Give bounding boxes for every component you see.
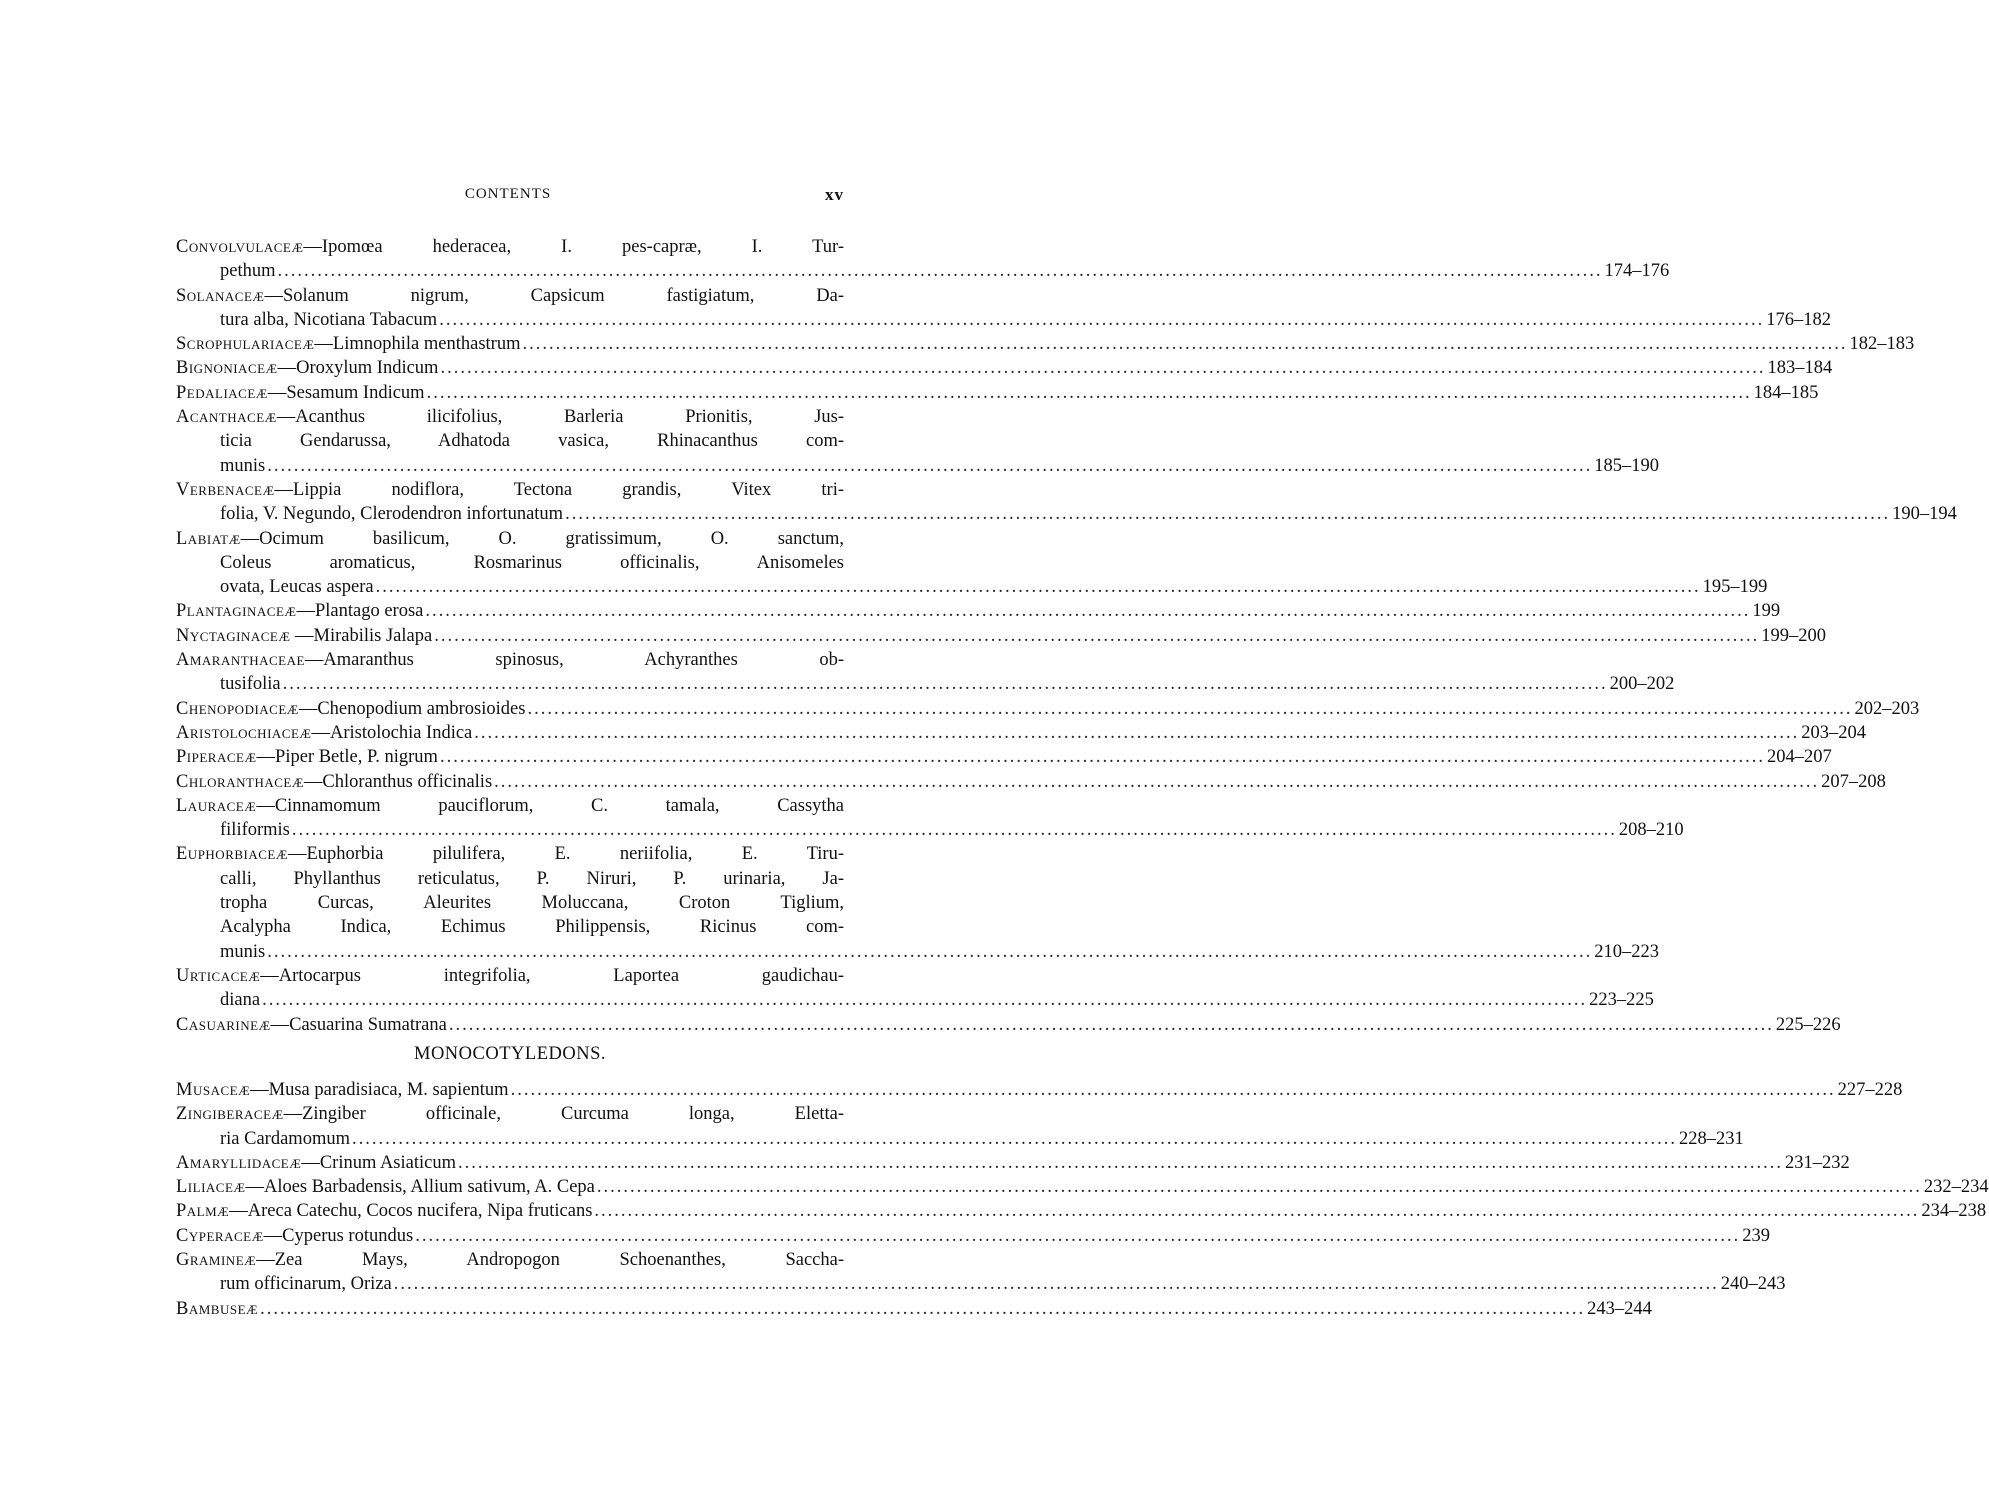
toc-line: [176, 405, 844, 429]
toc-entry: [176, 1151, 1850, 1175]
toc-line: [176, 648, 844, 672]
family-name: Bignoniaceæ: [176, 358, 278, 379]
dot-leader: ........................................................................................................................................................................................................: [351, 1128, 1677, 1149]
running-head: CONTENTS: [464, 186, 552, 202]
family-name: Bambuseæ: [176, 1298, 259, 1319]
toc-entry: [176, 964, 1654, 1013]
species-text: —Cinnamomum pauciflorum, C. tamala, Cassytha: [256, 795, 844, 816]
toc-line-text: [220, 818, 290, 842]
toc-line: [176, 1297, 1652, 1321]
family-name: Convolvulaceæ: [176, 237, 304, 257]
dot-leader: ........................................................................................................................................................................................................: [291, 820, 1617, 841]
toc-line-text: [176, 356, 438, 380]
family-name: Euphorbiaceæ: [176, 844, 288, 865]
family-name: Acanthaceæ: [176, 407, 277, 428]
dot-leader: ........................................................................................................................................................................................................: [565, 504, 1891, 525]
toc-line: [176, 1224, 1770, 1248]
family-name: Cyperaceæ: [176, 1225, 264, 1246]
toc-line: [176, 308, 1831, 332]
family-name: Liliaceæ: [176, 1177, 246, 1198]
dot-leader: ........................................................................................................................................................................................................: [510, 1080, 1836, 1100]
page-range: 232–234: [1923, 1177, 1989, 1198]
species-text: —Areca Catechu, Cocos nucifera, Nipa fruticans: [229, 1201, 593, 1222]
page-range: 182–183: [1849, 334, 1915, 355]
species-text: —Piper Betle, P. nigrum: [256, 747, 438, 768]
toc-line-text: [176, 1199, 592, 1223]
toc-entry: [176, 478, 1957, 527]
page-number: xv: [825, 185, 844, 204]
toc-line: [176, 1013, 1841, 1037]
species-text: —Aristolochia Indica: [311, 722, 473, 743]
family-name: Piperaceæ: [176, 747, 257, 768]
toc-line-text: [176, 1175, 595, 1199]
species-text: —Acanthus ilicifolius, Barleria Prionitis, Jus-: [276, 407, 844, 428]
toc-line-text: [176, 599, 423, 623]
species-text: munis: [220, 455, 266, 476]
page-range: 203–204: [1801, 722, 1867, 743]
toc-line: [176, 891, 844, 915]
species-text: ovata, Leucas aspera: [220, 577, 374, 598]
toc-line-text: [220, 454, 265, 478]
toc-line-text: [176, 770, 492, 794]
toc-line: [176, 672, 1675, 696]
toc-line-text: [220, 940, 265, 964]
toc-line-text: [220, 308, 437, 332]
dot-leader: ........................................................................................................................................................................................................: [527, 698, 1853, 719]
toc-line: [176, 575, 1768, 599]
toc-line-text: [220, 1127, 350, 1151]
species-text: filiformis: [220, 820, 290, 841]
toc-line: [176, 454, 1659, 478]
species-text: —Sesamum Indicum: [267, 382, 425, 403]
species-text: Acalypha Indica, Echimus Philippensis, Ricinus com-: [220, 917, 844, 938]
species-text: tusifolia: [220, 674, 281, 695]
toc-entry: [176, 599, 1781, 623]
toc-entry: [176, 235, 1670, 284]
toc-line: [176, 527, 844, 551]
family-name: Scrophulariaceæ: [176, 334, 315, 355]
family-name: Palmæ: [176, 1201, 230, 1222]
page-range: 199: [1752, 601, 1781, 622]
species-text: rum officinarum, Oriza: [220, 1274, 392, 1295]
family-name: Gramineæ: [176, 1250, 257, 1271]
family-name: Verbenaceæ: [176, 479, 275, 500]
toc-line: [176, 1248, 844, 1272]
species-text: —Euphorbia pilulifera, E. neriifolia, E. Tiru-: [287, 844, 844, 865]
species-text: ria Cardamomum: [220, 1128, 350, 1149]
species-text: Coleus aromaticus, Rosmarinus officinalis, Anisomeles: [220, 552, 844, 573]
dot-leader: ........................................................................................................................................................................................................: [458, 1152, 1783, 1173]
toc-line-text: [220, 259, 276, 283]
toc-line: [176, 356, 1833, 380]
species-text: —Musa paradisiaca, M. sapientum: [250, 1080, 509, 1100]
dot-leader: ........................................................................................................................................................................................................: [393, 1274, 1719, 1295]
toc-line-text: [220, 502, 563, 526]
species-text: tura alba, Nicotiana Tabacum: [220, 309, 438, 330]
dot-leader: ........................................................................................................................................................................................................: [260, 1298, 1586, 1319]
dot-leader: ........................................................................................................................................................................................................: [448, 1014, 1774, 1035]
toc-entry: [176, 284, 1831, 333]
dot-leader: ........................................................................................................................................................................................................: [594, 1201, 1920, 1222]
toc-line: [176, 770, 1886, 794]
page-range: 200–202: [1609, 674, 1675, 695]
page-range: 228–231: [1678, 1128, 1744, 1149]
species-text: —Crinum Asiaticum: [301, 1152, 456, 1173]
family-name: Solanaceæ: [176, 285, 265, 306]
toc-line: [176, 1102, 844, 1126]
toc-entry: [176, 1013, 1841, 1037]
toc-entry: [176, 842, 1659, 963]
dot-leader: ........................................................................................................................................................................................................: [282, 674, 1608, 695]
dicotyledons-toc: [176, 235, 1957, 1037]
family-name: Musaceæ: [176, 1080, 251, 1100]
toc-line: [176, 818, 1684, 842]
species-text: —Lippia nodiflora, Tectona grandis, Vitex tri-: [274, 479, 844, 500]
page-range: 210–223: [1594, 941, 1659, 962]
toc-line: [176, 478, 844, 502]
toc-entry: [176, 1175, 1989, 1199]
species-text: calli, Phyllanthus reticulatus, P. Niruri, P. urinaria, Ja-: [220, 868, 844, 889]
species-text: —Zingiber officinale, Curcuma longa, Eletta-: [283, 1104, 844, 1125]
toc-entry: [176, 648, 1675, 697]
toc-line-text: [176, 1224, 413, 1248]
toc-line: [176, 1199, 1987, 1223]
toc-line: [176, 381, 1819, 405]
species-text: folia, V. Negundo, Clerodendron infortunatum: [220, 504, 564, 525]
page-range: 231–232: [1785, 1152, 1850, 1173]
dot-leader: ........................................................................................................................................................................................................: [267, 941, 1593, 962]
page-range: 243–244: [1587, 1298, 1652, 1319]
toc-entry: [176, 794, 1684, 843]
toc-line: [176, 1151, 1850, 1175]
dot-leader: ........................................................................................................................................................................................................: [375, 577, 1701, 598]
page-range: 176–182: [1766, 309, 1831, 330]
toc-line: [176, 284, 844, 308]
page-range: 184–185: [1753, 382, 1819, 403]
family-name: Amaranthaceae: [176, 650, 305, 671]
page-range: 204–207: [1766, 747, 1832, 768]
toc-line: [176, 502, 1957, 526]
species-text: —Ocimum basilicum, O. gratissimum, O. sanctum,: [240, 528, 844, 549]
species-text: pethum: [220, 261, 276, 282]
page-range: 225–226: [1775, 1014, 1841, 1035]
toc-line: [176, 940, 1659, 964]
species-text: —Mirabilis Jalapa: [290, 625, 433, 646]
dot-leader: ........................................................................................................................................................................................................: [267, 455, 1593, 476]
toc-line-text: [176, 381, 425, 405]
family-name: Casuarineæ: [176, 1014, 271, 1035]
toc-line-text: [176, 624, 432, 648]
toc-line: [176, 235, 844, 259]
toc-entry: [176, 1224, 1770, 1248]
family-name: Zingiberaceæ: [176, 1104, 284, 1125]
dot-leader: ........................................................................................................................................................................................................: [415, 1225, 1741, 1246]
toc-line-text: [220, 672, 281, 696]
section-heading-monocotyledons: MONOCOTYLEDONS.: [414, 1044, 606, 1064]
toc-line: [176, 842, 844, 866]
family-name: Lauraceæ: [176, 795, 257, 816]
page-range: 195–199: [1702, 577, 1768, 598]
family-name: Pedaliaceæ: [176, 382, 268, 403]
toc-line: [176, 697, 1920, 721]
dot-leader: ........................................................................................................................................................................................................: [262, 990, 1588, 1011]
dot-leader: ........................................................................................................................................................................................................: [434, 625, 1760, 646]
toc-line: [176, 867, 844, 891]
species-text: —Aloes Barbadensis, Allium sativum, A. Cepa: [245, 1177, 595, 1198]
toc-entry: [176, 1199, 1987, 1223]
toc-entry: [176, 745, 1832, 769]
species-text: diana: [220, 990, 261, 1011]
toc-line: [176, 1272, 1786, 1296]
species-text: —Cyperus rotundus: [263, 1225, 414, 1246]
toc-line: [176, 745, 1832, 769]
dot-leader: ........................................................................................................................................................................................................: [522, 334, 1848, 355]
page-range: 223–225: [1589, 990, 1654, 1011]
family-name: Aristolochiaceæ: [176, 722, 312, 743]
monocotyledons-toc: [176, 1078, 1989, 1321]
toc-entry: [176, 624, 1826, 648]
dot-leader: ........................................................................................................................................................................................................: [494, 771, 1820, 792]
page-range: 174–176: [1604, 261, 1670, 282]
toc-entry: [176, 770, 1886, 794]
species-text: —Artocarpus integrifolia, Laportea gaudichau-: [260, 965, 844, 986]
species-text: —Plantago erosa: [296, 601, 424, 622]
page-range: 183–184: [1767, 358, 1833, 379]
dot-leader: ........................................................................................................................................................................................................: [277, 261, 1603, 282]
toc-line-text: [220, 988, 260, 1012]
toc-line-text: [176, 745, 438, 769]
toc-line-text: [220, 1272, 392, 1296]
page-range: 199–200: [1761, 625, 1826, 646]
toc-line: [176, 332, 1915, 356]
species-text: —Chenopodium ambrosioides: [298, 698, 526, 719]
toc-line-text: [176, 721, 472, 745]
toc-line: [176, 794, 844, 818]
toc-entry: [176, 381, 1819, 405]
toc-line: [176, 429, 844, 453]
toc-entry: [176, 332, 1915, 356]
toc-entry: [176, 1102, 1744, 1151]
toc-line-text: [176, 1151, 456, 1175]
dot-leader: ........................................................................................................................................................................................................: [440, 358, 1766, 379]
page-range: 185–190: [1594, 455, 1659, 476]
toc-line-text: [176, 697, 525, 721]
dot-leader: ........................................................................................................................................................................................................: [426, 382, 1752, 403]
page-range: 208–210: [1618, 820, 1684, 841]
page-range: 239: [1742, 1225, 1770, 1246]
toc-entry: [176, 405, 1659, 478]
toc-line: [176, 915, 844, 939]
family-name: Labiatæ: [176, 528, 241, 549]
family-name: Nyctaginaceæ: [176, 625, 291, 646]
dot-leader: ........................................................................................................................................................................................................: [474, 722, 1800, 743]
dot-leader: ........................................................................................................................................................................................................: [439, 309, 1765, 330]
toc-entry: [176, 527, 1768, 600]
toc-line-text: [176, 1297, 258, 1321]
species-text: —Zea Mays, Andropogon Schoenanthes, Saccha-: [256, 1250, 844, 1271]
species-text: —Amaranthus spinosus, Achyranthes ob-: [304, 650, 844, 671]
toc-line: [176, 1078, 1903, 1102]
page-range: 227–228: [1837, 1080, 1903, 1100]
toc-entry: [176, 1248, 1786, 1297]
page-range: 202–203: [1854, 698, 1920, 719]
dot-leader: ........................................................................................................................................................................................................: [596, 1177, 1922, 1198]
toc-line: [176, 964, 844, 988]
family-name: Amaryllidaceæ: [176, 1152, 302, 1173]
toc-line: [176, 551, 844, 575]
toc-entry: [176, 697, 1920, 721]
toc-line-text: [176, 332, 520, 356]
family-name: Urticaceæ: [176, 965, 261, 986]
dot-leader: ........................................................................................................................................................................................................: [425, 601, 1751, 622]
page-range: 234–238: [1921, 1201, 1987, 1222]
species-text: tropha Curcas, Aleurites Moluccana, Croton Tiglium,: [220, 893, 844, 914]
toc-entry: [176, 356, 1833, 380]
page-range: 207–208: [1821, 771, 1886, 792]
species-text: —Solanum nigrum, Capsicum fastigiatum, Da-: [264, 285, 844, 306]
toc-line: [176, 1175, 1989, 1199]
toc-entry: [176, 1078, 1903, 1102]
page-range: 190–194: [1892, 504, 1957, 525]
toc-line: [176, 721, 1867, 745]
species-text: —Oroxylum Indicum: [277, 358, 439, 379]
species-text: —Ipomœa hederacea, I. pes-capræ, I. Tur-: [303, 237, 844, 257]
toc-line: [176, 624, 1826, 648]
page-range: 240–243: [1720, 1274, 1786, 1295]
toc-entry: [176, 1297, 1652, 1321]
species-text: —Chloranthus officinalis: [303, 771, 493, 792]
family-name: Chenopodiaceæ: [176, 698, 299, 719]
family-name: Plantaginaceæ: [176, 601, 297, 622]
page-header: [172, 186, 844, 212]
toc-line-text: [176, 1013, 447, 1037]
dot-leader: ........................................................................................................................................................................................................: [439, 747, 1765, 768]
toc-line-text: [220, 575, 374, 599]
species-text: ticia Gendarussa, Adhatoda vasica, Rhinacanthus com-: [220, 431, 844, 452]
toc-line: [176, 1127, 1744, 1151]
toc-line: [176, 599, 1781, 623]
species-text: munis: [220, 941, 266, 962]
toc-entry: [176, 721, 1867, 745]
family-name: Chloranthaceæ: [176, 771, 304, 792]
toc-line: [176, 259, 1670, 283]
toc-line: [176, 988, 1654, 1012]
species-text: —Limnophila menthastrum: [314, 334, 521, 355]
toc-line-text: [176, 1078, 509, 1102]
species-text: —Casuarina Sumatrana: [270, 1014, 447, 1035]
